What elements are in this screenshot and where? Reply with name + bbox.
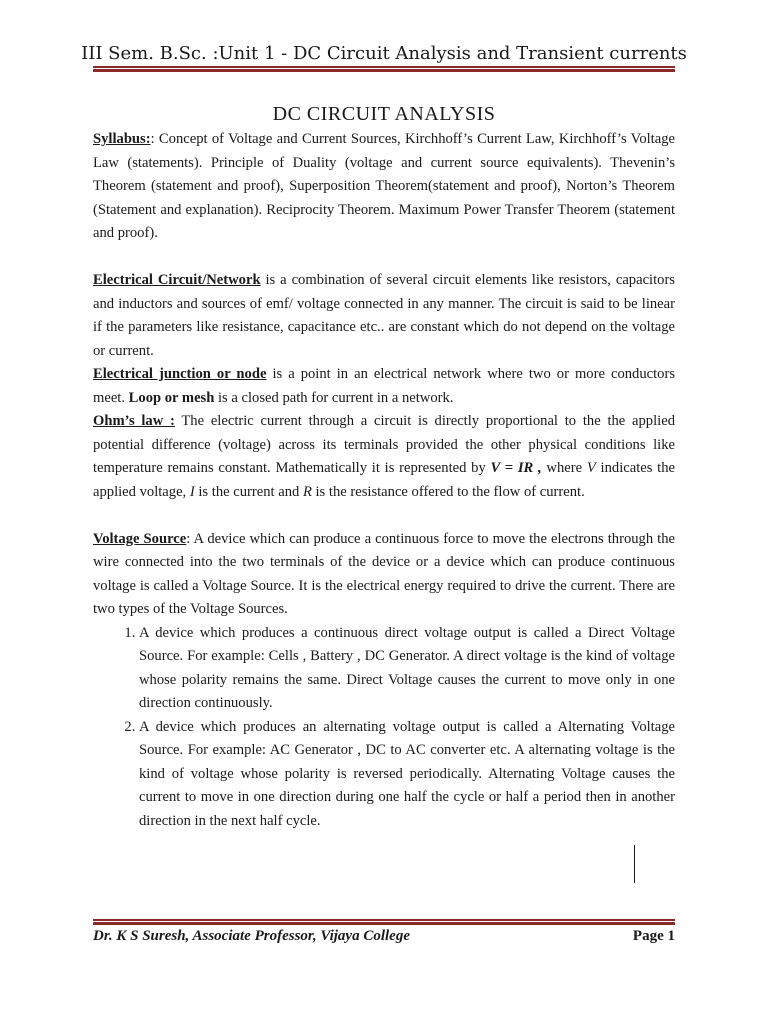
page-number: Page 1: [632, 928, 675, 944]
junction-label: Electrical junction or node: [93, 366, 267, 382]
list-item: 2. A device which produces an alternating voltage output is called a Alternating Voltage Source. For example: AC Generator , DC to AC converter etc. A alternating voltage is the kind of voltage whose polarity is reversed periodically. Alternating Voltage causes the current to move in one direction during one half the cycle or half a period then in another direction in the next half cycle.: [139, 716, 675, 834]
syllabus-paragraph: [93, 128, 675, 246]
ohm-text: The electric current through a circuit is directly proportional to the the applied potential difference (voltage) across its terminals provided the other physical conditions like temperature remains constant. Mathematically it is represented by: [93, 413, 675, 476]
document-body: [93, 128, 675, 833]
junction-paragraph: [93, 363, 675, 410]
voltage-source-label: Voltage Source: [93, 530, 187, 547]
header-rule: [93, 66, 675, 72]
ohm-text-2: where: [541, 460, 587, 476]
circuit-text: is a combination of several circuit elements like resistors, capacitors and inductors and sources of emf/ voltage connected in any manner. The circuit is said to be linear if the parameters like resistance, capacitance etc.. are constant which do not depend on the voltage or current.: [93, 272, 675, 359]
ohm-text-3: indicates the applied voltage,: [93, 460, 676, 500]
ohm-i: I: [189, 483, 195, 500]
list-item: 1. A device which produces a continuous direct voltage output is called a Direct Voltage Source. For example: Cells , Battery , DC Generator. A direct voltage is the kind of voltage whose polarity remains the same. Direct Voltage causes the current to move only in one direction continuously.: [139, 622, 675, 716]
margin-line-mark: [634, 845, 635, 883]
page-header: III Sem. B.Sc. :Unit 1 - DC Circuit Analysis and Transient currents: [81, 43, 687, 64]
ohm-text-5: is the resistance offered to the flow of current.: [311, 483, 585, 500]
ohm-r: R: [302, 483, 312, 500]
voltage-source-text: : A device which can produce a continuous force to move the electrons through the wire connected into the two terminals of the device or a device which can produce continuous voltage is called a Voltage Source. It is the electrical energy required to drive the current. There are two types of the Voltage Sources.: [93, 530, 676, 617]
syllabus-label: Syllabus:: [93, 131, 151, 147]
ohm-paragraph: [93, 410, 675, 504]
voltage-source-paragraph: [93, 528, 675, 622]
footer-author: Dr. K S Suresh, Associate Professor, Vijaya College: [93, 928, 410, 944]
circuit-label: Electrical Circuit/Network: [93, 272, 261, 288]
ohm-v: V: [586, 460, 596, 476]
loop-label: Loop or mesh: [128, 389, 215, 406]
page-footer: [93, 928, 675, 945]
loop-text: is a closed path for current in a network.: [214, 389, 454, 406]
page-title: DC CIRCUIT ANALYSIS: [272, 103, 496, 125]
junction-text: is a point in an electrical network where two or more conductors meet.: [93, 366, 675, 406]
ohm-text-4: is the current and: [194, 483, 303, 500]
footer-rule: [93, 919, 675, 925]
circuit-paragraph: [93, 269, 675, 363]
voltage-source-list: [93, 622, 675, 834]
syllabus-text: : Concept of Voltage and Current Sources, Kirchhoff’s Current Law, Kirchhoff’s Voltage Law (statements). Principle of Duality (voltage and current source equivalents). Thevenin’s Theorem (statement and proof), Superposition Theorem(statement and proof), Norton’s Theorem (Statement and explanation). Reciprocity Theorem. Maximum Power Transfer Theorem (statement and proof).: [93, 131, 675, 241]
ohm-label: Ohm’s law :: [93, 413, 175, 429]
ohm-equation: V = IR ,: [490, 460, 542, 476]
